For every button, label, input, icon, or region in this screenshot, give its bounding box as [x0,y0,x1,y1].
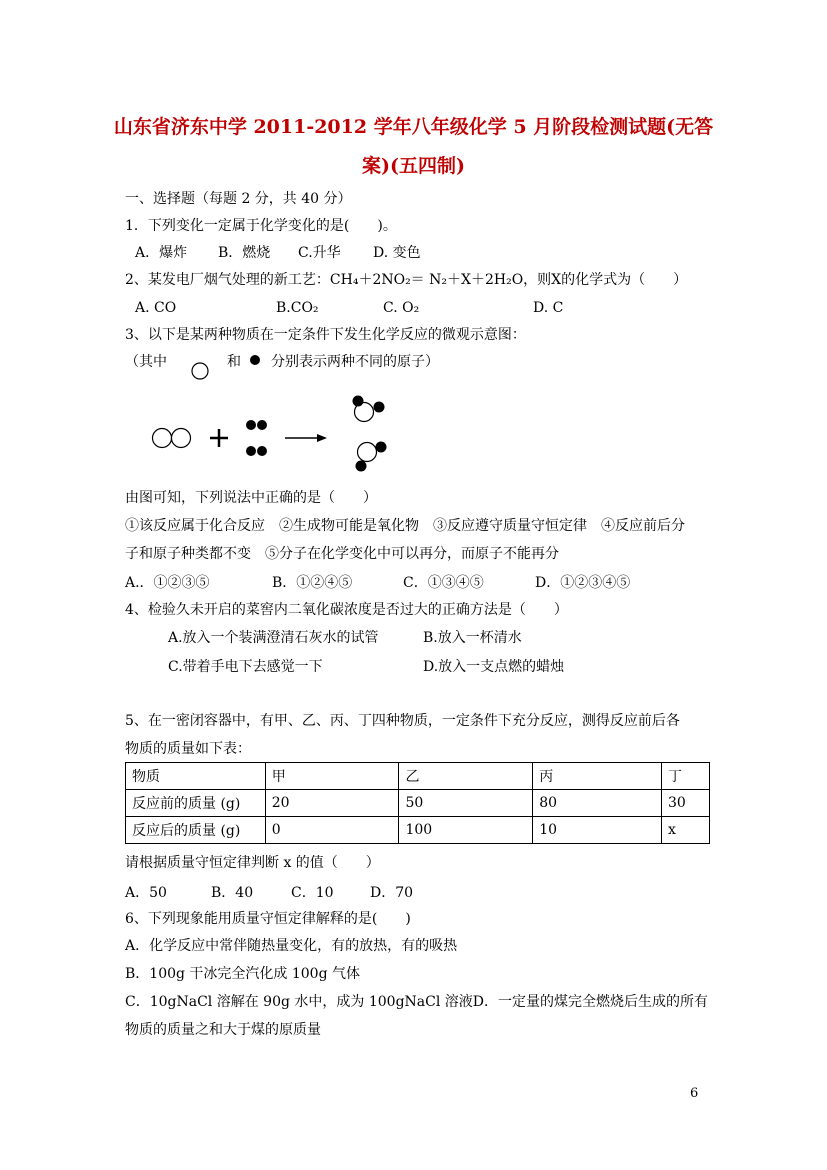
q3-option-c: C．①③④⑤ [403,575,484,591]
q6-option-a: A．化学反应中常伴随热量变化，有的放热，有的吸热 [125,938,458,954]
q1-stem: 1．下列变化一定属于化学变化的是( )。 [125,218,397,234]
q5-option-b: B．40 [211,885,254,901]
table-cell: 0 [265,817,399,844]
q4-option-a: A.放入一个装满澄清石灰水的试管 [168,630,379,646]
product-molecule-1 [353,396,385,422]
table-cell: 丁 [662,763,710,790]
table-cell: 乙 [399,763,533,790]
reaction-diagram [145,395,395,475]
open-circle-atom-icon [190,360,212,382]
reactant-filled-molecules [246,420,267,456]
q3-question: 由图可知，下列说法中正确的是（ ） [125,490,377,506]
q2-option-c: C. O₂ [383,300,420,316]
product-molecule-2 [356,442,387,472]
q6-stem: 6、下列现象能用质量守恒定律解释的是( ) [125,911,411,927]
table-cell: 20 [265,790,399,817]
q3-option-b: B．①②④⑤ [272,575,353,591]
table-cell: 反应前的质量 (g) [126,790,266,817]
q4-option-d: D.放入一支点燃的蜡烛 [423,659,565,675]
q5-question: 请根据质量守恒定律判断 x 的值（ ） [125,855,380,871]
q1-option-b: B．燃烧 [218,245,271,261]
table-cell: 物质 [126,763,266,790]
q2-option-d: D. C [533,300,564,316]
table-row [126,763,710,790]
q3-legend-suffix: 分别表示两种不同的原子） [271,354,439,370]
document-title-line-1: 山东省济东中学 2011-2012 学年八年级化学 5 月阶段检测试题(无答 [113,116,714,138]
table-cell: 30 [662,790,710,817]
q6-option-c-d: C．10gNaCl 溶解在 90g 水中，成为 100gNaCl 溶液D．一定量的煤完全燃烧后生成的所有 [125,994,708,1010]
document-title-line-2: 案)(五四制) [362,155,465,177]
q5-option-c: C．10 [291,885,334,901]
q3-legend-prefix: （其中 [125,354,167,370]
filled-circle-atom-icon [248,353,262,367]
q1-option-d: D. 变色 [373,245,421,261]
section-heading: 一、选择题（每题 2 分，共 40 分） [125,191,352,207]
table-cell: 10 [533,817,662,844]
mass-table [125,762,710,844]
table-cell: 50 [399,790,533,817]
table-cell: 丙 [533,763,662,790]
q6-option-d-continued: 物质的质量之和大于煤的原质量 [125,1022,321,1038]
q4-stem: 4、检验久未开启的菜窖内二氧化碳浓度是否过大的正确方法是（ ） [125,602,568,618]
reactant-open-molecule [153,429,191,448]
q1-option-c: C.升华 [298,245,341,261]
q3-option-d: D．①②③④⑤ [535,575,631,591]
q3-statements-line-1: ①该反应属于化合反应 ②生成物可能是氧化物 ③反应遵守质量守恒定律 ④反应前后分 [125,518,685,534]
q2-option-b: B.CO₂ [276,300,319,316]
q2-option-a: A. CO [135,300,177,316]
q6-option-b: B．100g 干冰完全汽化成 100g 气体 [125,966,361,982]
q5-stem-line-1: 5、在一密闭容器中，有甲、乙、丙、丁四种物质，一定条件下充分反应，测得反应前后各 [125,713,680,729]
page-number: 6 [690,1086,699,1101]
q5-stem-line-2: 物质的质量如下表： [125,741,251,757]
q4-option-b: B.放入一杯清水 [423,630,522,646]
table-cell: 100 [399,817,533,844]
table-cell: 甲 [265,763,399,790]
q3-stem: 3、以下是某两种物质在一定条件下发生化学反应的微观示意图： [125,327,526,343]
q3-legend-and: 和 [227,354,241,370]
q5-option-d: D．70 [370,885,414,901]
plus-sign [210,429,228,447]
q1-option-a: A．爆炸 [135,245,188,261]
table-cell: 反应后的质量 (g) [126,817,266,844]
q3-option-a: A.．①②③⑤ [125,575,210,591]
q4-option-c: C.带着手电下去感觉一下 [168,659,323,675]
table-row [126,790,710,817]
reaction-arrow [285,434,327,442]
table-cell: x [662,817,710,844]
q3-statements-line-2: 子和原子种类都不变 ⑤分子在化学变化中可以再分，而原子不能再分 [125,546,559,562]
q2-stem: 2、某发电厂烟气处理的新工艺：CH₄＋2NO₂＝ N₂＋X＋2H₂O，则X的化学式为（ ） [125,272,688,288]
q5-option-a: A．50 [125,885,167,901]
table-cell: 80 [533,790,662,817]
table-row [126,817,710,844]
